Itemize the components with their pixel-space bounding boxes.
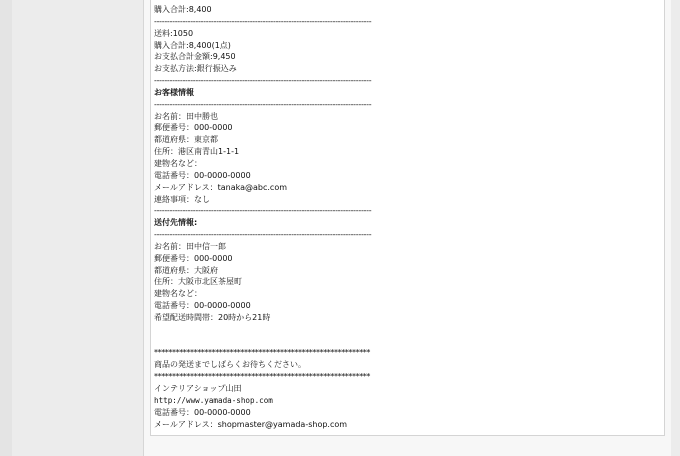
email-body [154,4,659,430]
separator: ------------------------------------------------------------------------------------ [154,206,372,216]
delivery-heading: 送付先情報: [154,218,198,228]
customer-notes: 連絡事項：なし [154,194,210,204]
shop-name: インテリアショップ山田 [154,384,242,393]
payment-total: お支払合計金額:9,450 [154,52,236,62]
customer-address: 住所：港区南青山1-1-1 [154,147,240,157]
shop-email: メールアドレス：shopmaster@yamada-shop.com [154,419,348,429]
right-gutter [671,0,680,456]
customer-prefecture: 都道府県：東京都 [154,135,218,145]
payment-method: お支払方法:銀行振込み [154,64,237,74]
left-gutter [0,0,12,456]
customer-building: 建物名など： [154,158,202,168]
shop-phone: 電話番号：00-0000-0000 [154,407,251,417]
customer-name: お名前：田中勝也 [154,111,218,121]
customer-heading: お客様情報 [154,87,194,97]
delivery-building: 建物名など： [154,289,202,299]
delivery-postal-code: 郵便番号：000-0000 [154,253,233,263]
delivery-phone: 電話番号：00-0000-0000 [154,301,251,311]
purchase-total-summary: 購入合計:8,400 [154,5,212,14]
delivery-address: 住所：大阪市北区茶屋町 [154,277,242,287]
blank-line [154,336,659,348]
shop-url: http://www.yamada-shop.com [154,395,273,405]
separator: ------------------------------------------------------------------------------------ [154,76,372,86]
delivery-name: お名前：田中信一郎 [154,241,226,251]
delivery-time-window: 希望配送時間帯：20時から21時 [154,312,271,322]
shipping-fee: 送料:1050 [154,28,194,38]
customer-email: メールアドレス：tanaka@abc.com [154,182,288,192]
star-separator: ************************************************************ [154,372,371,382]
customer-phone: 電話番号：00-0000-0000 [154,170,251,180]
shipping-wait-message: 商品の発送までしばらくお待ちください。 [154,360,306,370]
separator: ------------------------------------------------------------------------------------ [154,99,372,109]
blank-line [154,324,659,336]
left-side-panel [12,0,144,456]
customer-postal-code: 郵便番号：000-0000 [154,123,233,133]
purchase-total: 購入合計:8,400(1点) [154,40,231,50]
separator: ------------------------------------------------------------------------------------ [154,16,372,26]
star-separator: ************************************************************ [154,348,371,358]
delivery-prefecture: 都道府県：大阪府 [154,265,218,275]
separator: ------------------------------------------------------------------------------------ [154,230,372,240]
